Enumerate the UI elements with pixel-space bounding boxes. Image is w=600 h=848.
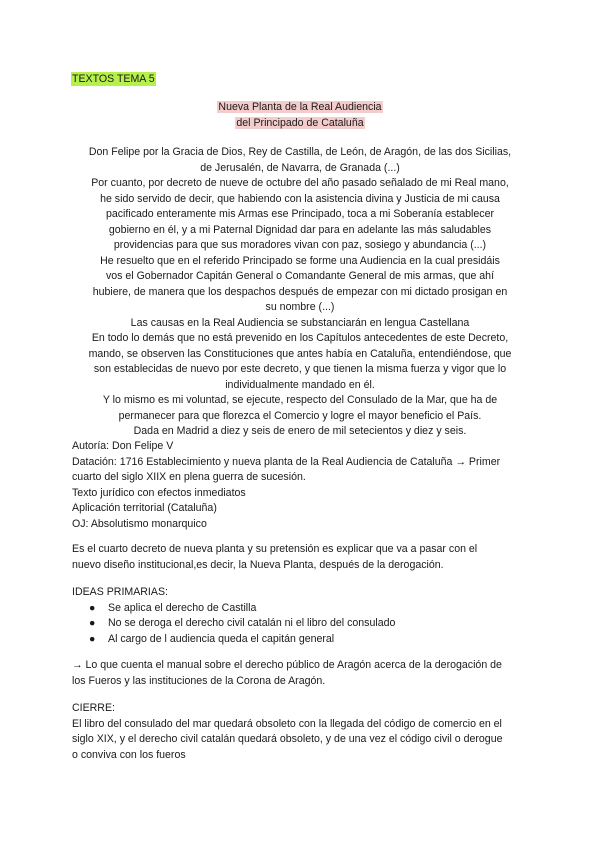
note-line-1: → Lo que cuenta el manual sobre el derecho público de Aragón acerca de la derogación de — [72, 659, 502, 671]
bullet-icon: ● — [89, 601, 96, 614]
decree-line: he sido servido de decir, que habiendo con la asistencia divina y Justicia de mi causa — [100, 192, 500, 205]
title-line-1: Nueva Planta de la Real Audiencia — [218, 101, 382, 113]
decree-line: Y lo mismo es mi voluntad, se ejecute, respecto del Consulado de la Mar, que ha de — [102, 394, 498, 406]
ideas-section — [72, 585, 532, 647]
closing-section — [72, 701, 532, 763]
decree-text — [72, 145, 528, 440]
decree-line: Dada en Madrid a diez y seis de enero de mil setecientos y diez y seis. — [133, 425, 467, 437]
decree-line: su nombre (...) — [265, 301, 335, 313]
summary-line-2: nuevo diseño institucional,es decir, la Nueva Planta, después de la derogación. — [72, 558, 444, 571]
title-line-2: del Principado de Cataluña — [236, 116, 364, 129]
dating-line-2: cuarto del siglo XIIX en plena guerra de sucesión. — [72, 471, 306, 484]
idea-text: Al cargo de l audiencia queda el capitán general — [108, 632, 335, 645]
decree-line: permanecer para que florezca el Comercio y logre el mayor beneficio el País. — [118, 409, 482, 422]
decree-line: vos el Gobernador Capitán General o Comandante General de mis armas, que ahí — [105, 270, 495, 282]
dating-line-1: Datación: 1716 Establecimiento y nueva planta de la Real Audiencia de Cataluña → Primer — [72, 455, 501, 468]
summary-line-1: Es el cuarto decreto de nueva planta y su pretensión es explicar que va a pasar con el — [72, 543, 478, 555]
closing-line-2: siglo XIX, y el derecho civil catalán quedará obsoleto, y de una vez el código civil o derogue — [72, 733, 503, 746]
decree-line: pacificado enteramente mis Armas ese Principado, toca a mi Soberanía establecer — [105, 208, 495, 220]
closing-heading: CIERRE: — [72, 702, 115, 714]
decree-line: En todo lo demás que no está prevenido en los Capítulos antecedentes de este Decreto, — [91, 332, 509, 344]
bullet-icon: ● — [89, 632, 96, 645]
decree-line: Por cuanto, por decreto de nueve de octubre del año pasado señalado de mi Real mano, — [91, 177, 509, 189]
ideas-list — [72, 601, 532, 648]
document-title — [0, 100, 600, 131]
ideas-heading: IDEAS PRIMARIAS: — [72, 586, 168, 598]
decree-line: son establecidas de nuevo por este decreto, y que tienen la misma fuerza y vigor que lo — [93, 363, 507, 375]
idea-text: Se aplica el derecho de Castilla — [108, 601, 257, 614]
closing-line-3: o conviva con los fueros — [72, 748, 186, 761]
closing-line-1: El libro del consulado del mar quedará obsoleto con la llegada del código de comercio en el — [72, 717, 502, 730]
decree-line: providencias para que sus moradores vivan con paz, sosiego y abundancia (...) — [113, 239, 487, 251]
decree-line: hubiere, de manera que los despachos después de empezar con mi dictado prosigan en — [92, 285, 508, 298]
decree-line: individualmente mandado en él. — [225, 378, 375, 391]
header-tag: TEXTOS TEMA 5 — [72, 73, 155, 85]
decree-line: Don Felipe por la Gracia de Dios, Rey de Castilla, de León, de Aragón, de las dos Sicilias, — [88, 146, 512, 158]
idea-text: No se deroga el derecho civil catalán ni el libro del consulado — [108, 617, 396, 630]
note-section — [72, 658, 532, 689]
list-item — [72, 601, 532, 617]
legal-order: OJ: Absolutismo monarquico — [72, 517, 207, 530]
list-item — [72, 616, 532, 632]
analysis-section — [72, 439, 532, 533]
decree-line: Las causas en la Real Audiencia se substanciarán en lengua Castellana — [130, 316, 470, 329]
decree-line: gobierno en él, y a mi Paternal Dignidad dar para en adelante las más saludables — [108, 223, 492, 236]
decree-line: He resuelto que en el referido Principado se forme una Audiencia en la cual presidáis — [100, 254, 500, 267]
bullet-icon: ● — [89, 617, 96, 630]
authorship: Autoría: Don Felipe V — [72, 440, 174, 452]
decree-line: mando, se observen las Constituciones que antes había en Cataluña, entendiéndose, que — [88, 347, 512, 360]
territorial-scope: Aplicación territorial (Cataluña) — [72, 502, 217, 515]
summary-section — [72, 542, 532, 573]
text-type: Texto jurídico con efectos inmediatos — [72, 486, 246, 499]
note-line-2: los Fueros y las instituciones de la Corona de Aragón. — [72, 674, 326, 687]
list-item — [72, 632, 532, 648]
decree-line: de Jerusalén, de Navarra, de Granada (...) — [200, 161, 400, 174]
